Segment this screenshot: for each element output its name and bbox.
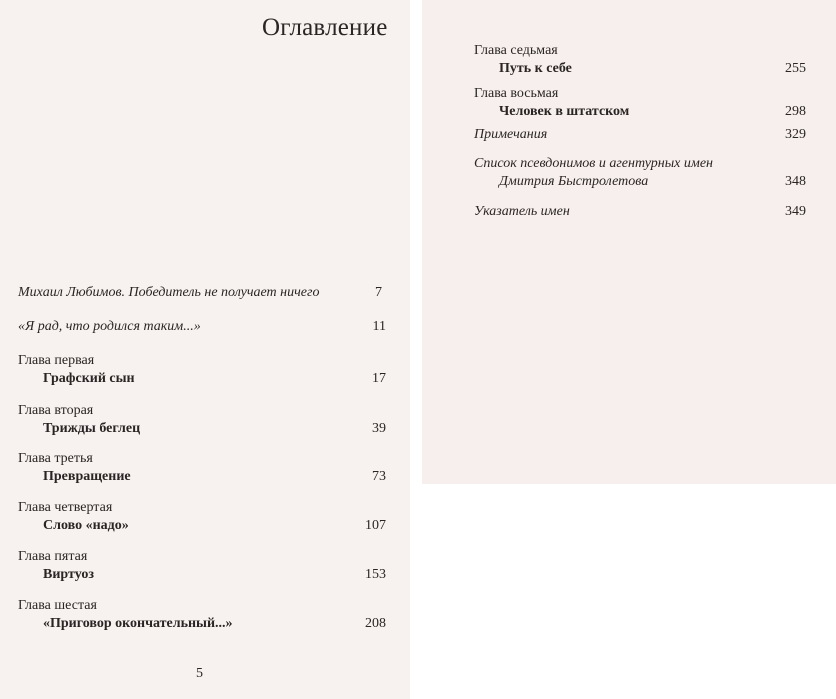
toc-entry-chapter-3 xyxy=(18,450,386,486)
entry-page: 7 xyxy=(375,285,382,300)
chapter-label: Глава шестая xyxy=(18,598,97,613)
chapter-title: Слово «надо» xyxy=(43,518,129,533)
toc-entry-chapter-4 xyxy=(18,499,386,535)
entry-page: 208 xyxy=(365,616,386,631)
entry-text: Указатель имен xyxy=(474,204,570,219)
entry-page: 11 xyxy=(372,319,386,334)
chapter-label: Глава первая xyxy=(18,353,95,368)
toc-entry-chapter-1 xyxy=(18,352,386,388)
chapter-label: Глава восьмая xyxy=(474,86,559,101)
toc-entry-chapter-6 xyxy=(18,597,386,633)
left-page xyxy=(0,0,410,699)
chapter-label: Глава пятая xyxy=(18,549,88,564)
chapter-title: «Приговор окончательный...» xyxy=(43,616,233,631)
entry-page: 255 xyxy=(785,61,806,76)
entry-text-line2: Дмитрия Быстролетова xyxy=(499,174,649,189)
chapter-title: Графский сын xyxy=(43,371,135,386)
toc-entry-chapter-5 xyxy=(18,548,386,584)
chapter-label: Глава третья xyxy=(18,451,93,466)
entry-page: 348 xyxy=(785,174,806,189)
chapter-label: Глава вторая xyxy=(18,403,94,418)
entry-page: 17 xyxy=(372,371,386,386)
chapter-title: Трижды беглец xyxy=(43,421,141,436)
chapter-title: Превращение xyxy=(43,469,131,484)
entry-text: Михаил Любимов. Победитель не получает ничего xyxy=(18,285,320,300)
toc-entry-chapter-2 xyxy=(18,402,386,438)
toc-entry-foreword xyxy=(18,284,386,302)
chapter-title: Человек в штатском xyxy=(499,104,630,119)
toc-title: Оглавление xyxy=(262,14,388,41)
entry-page: 153 xyxy=(365,567,386,582)
chapter-label: Глава седьмая xyxy=(474,43,558,58)
toc-entry-pseudonyms xyxy=(474,155,836,191)
page-number: 5 xyxy=(196,666,203,681)
entry-text: Примечания xyxy=(474,127,548,142)
chapter-title: Виртуоз xyxy=(43,567,94,582)
chapter-label: Глава четвертая xyxy=(18,500,113,515)
entry-text: «Я рад, что родился таким...» xyxy=(18,319,201,334)
toc-entry-notes xyxy=(474,126,836,144)
toc-entry-chapter-7 xyxy=(474,42,836,78)
toc-entry-chapter-8 xyxy=(474,85,836,121)
entry-page: 73 xyxy=(372,469,386,484)
toc-entry-index xyxy=(474,203,836,221)
toc-entry-intro xyxy=(18,318,386,336)
entry-page: 107 xyxy=(365,518,386,533)
chapter-title: Путь к себе xyxy=(499,61,572,76)
right-page xyxy=(422,0,836,484)
entry-text-line1: Список псевдонимов и агентурных имен xyxy=(474,156,713,171)
entry-page: 298 xyxy=(785,104,806,119)
entry-page: 329 xyxy=(785,127,806,142)
entry-page: 349 xyxy=(785,204,806,219)
entry-page: 39 xyxy=(372,421,386,436)
